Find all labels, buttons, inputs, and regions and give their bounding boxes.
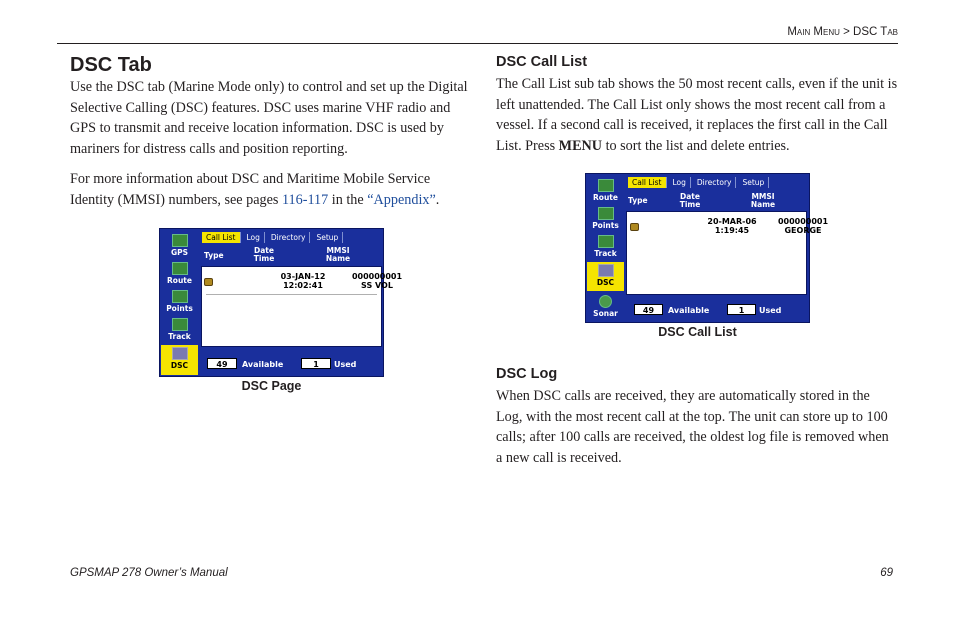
pages-link[interactable]: 116-117 bbox=[281, 191, 329, 208]
log-heading: DSC Log bbox=[496, 366, 558, 382]
track-icon bbox=[598, 235, 614, 248]
col-type-header: Type bbox=[204, 251, 224, 260]
manual-title: GPSMAP 278 Owner’s Manual bbox=[70, 567, 228, 579]
sidebar-item-track[interactable]: Track bbox=[587, 233, 624, 260]
col-type-header: Type bbox=[628, 196, 648, 205]
used-count: 1 bbox=[727, 304, 756, 315]
dsc-icon bbox=[172, 347, 188, 360]
vessel-icon bbox=[204, 278, 213, 286]
row-mmsi-name[interactable]: 000000001 SS VOL bbox=[351, 272, 403, 290]
row-divider bbox=[206, 294, 377, 295]
breadcrumb bbox=[787, 26, 898, 38]
sonar-icon bbox=[599, 295, 612, 308]
dsc-page-screenshot bbox=[159, 228, 403, 377]
appendix-link[interactable]: “Appendix” bbox=[367, 191, 436, 208]
tab-log[interactable]: Log bbox=[243, 232, 265, 243]
used-label: Used bbox=[759, 306, 782, 315]
call-list[interactable] bbox=[626, 211, 829, 295]
screen-sidebar bbox=[160, 229, 200, 376]
dsc-icon bbox=[598, 264, 614, 277]
call-list-heading: DSC Call List bbox=[496, 54, 588, 70]
reference-text-end: . bbox=[435, 191, 440, 208]
screen-tabs bbox=[202, 232, 343, 243]
row-mmsi-name[interactable]: 000000001 GEORGE bbox=[777, 217, 829, 235]
col-date-time-header: Date Time bbox=[679, 192, 701, 209]
intro-paragraph: Use the DSC tab (Marine Mode only) to control and set up the Digital Selective Calling (DSC) features. DSC uses marine VHF radio and GPS to transmit and receive location information. DSC is used by mariners for distress calls and position reporting. bbox=[70, 79, 468, 157]
breadcrumb-main[interactable]: Main Menu bbox=[787, 26, 840, 38]
points-icon bbox=[172, 290, 188, 303]
sidebar-item-route[interactable]: Route bbox=[161, 260, 198, 287]
used-count: 1 bbox=[301, 358, 331, 369]
tab-call-list[interactable]: Call List bbox=[202, 232, 241, 243]
breadcrumb-separator: > bbox=[843, 26, 850, 38]
available-label: Available bbox=[668, 306, 710, 315]
call-list-paragraph: The Call List sub tab shows the 50 most recent calls, even if the unit is left unattended. The Call List only shows the most recent call from a vessel. If a second call is received, it replaces the first call in the Call List. Press MENU to sort the list and delete entries. bbox=[496, 76, 898, 154]
breadcrumb-current: DSC Tab bbox=[853, 26, 898, 38]
screen-sidebar bbox=[586, 174, 626, 322]
tab-setup[interactable]: Setup bbox=[738, 177, 769, 188]
call-list[interactable] bbox=[201, 266, 403, 347]
route-icon bbox=[172, 262, 188, 275]
available-count: 49 bbox=[207, 358, 237, 369]
track-icon bbox=[172, 318, 188, 331]
sidebar-item-sonar[interactable]: Sonar bbox=[587, 293, 624, 320]
sidebar-item-route[interactable]: Route bbox=[587, 177, 624, 204]
row-date-time[interactable]: 03-JAN-12 12:02:41 bbox=[280, 272, 326, 290]
available-count: 49 bbox=[634, 304, 663, 315]
used-label: Used bbox=[334, 360, 357, 369]
col-mmsi-name-header: MMSI Name bbox=[750, 192, 776, 209]
tab-call-list[interactable]: Call List bbox=[628, 177, 667, 188]
dsc-page-caption: DSC Page bbox=[241, 379, 302, 393]
page-number: 69 bbox=[880, 567, 893, 579]
reference-text-mid: in the bbox=[328, 191, 368, 208]
reference-text-pre: For more information about DSC and Maritime Mobile Service Identity (MMSI) numbers, see pages bbox=[70, 171, 431, 208]
menu-key: MENU bbox=[558, 137, 603, 154]
sidebar-item-points[interactable]: Points bbox=[161, 288, 198, 315]
page-title: DSC Tab bbox=[70, 54, 152, 76]
dsc-call-list-caption: DSC Call List bbox=[658, 325, 737, 339]
header-rule bbox=[57, 43, 898, 44]
col-mmsi-name-header: MMSI Name bbox=[325, 246, 351, 263]
col-date-time-header: Date Time bbox=[253, 246, 275, 263]
tab-log[interactable]: Log bbox=[669, 177, 691, 188]
tab-directory[interactable]: Directory bbox=[267, 232, 311, 243]
log-paragraph: When DSC calls are received, they are automatically stored in the Log, with the most recent call at the top. The unit can store up to 100 calls; after 100 calls are received, the oldest log file is removed when a new call is received. bbox=[496, 388, 889, 466]
reference-paragraph bbox=[70, 169, 470, 210]
points-icon bbox=[598, 207, 614, 220]
dsc-call-list-screenshot bbox=[585, 173, 829, 323]
screen-tabs bbox=[628, 177, 769, 188]
row-date-time[interactable]: 20-MAR-06 1:19:45 bbox=[707, 217, 757, 235]
sidebar-item-track[interactable]: Track bbox=[161, 316, 198, 343]
sidebar-item-gps[interactable]: GPS bbox=[161, 232, 198, 259]
route-icon bbox=[598, 179, 614, 192]
gps-icon bbox=[172, 234, 188, 247]
vessel-icon bbox=[630, 223, 639, 231]
sidebar-item-dsc[interactable]: DSC bbox=[587, 262, 624, 291]
available-label: Available bbox=[242, 360, 284, 369]
tab-directory[interactable]: Directory bbox=[693, 177, 737, 188]
sidebar-item-dsc[interactable]: DSC bbox=[161, 345, 198, 375]
tab-setup[interactable]: Setup bbox=[312, 232, 343, 243]
sidebar-item-points[interactable]: Points bbox=[587, 205, 624, 232]
